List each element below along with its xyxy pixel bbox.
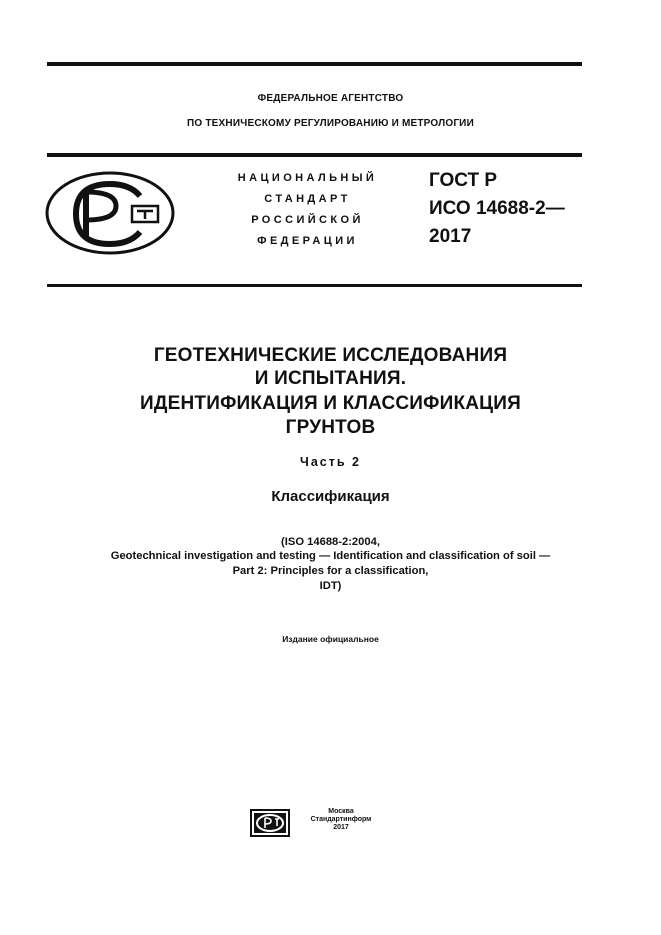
title-line-4: ГРУНТОВ (285, 417, 376, 438)
subtitle: Классификация (271, 488, 390, 505)
gost-code-line-3: 2017 (429, 226, 472, 247)
rst-mark-icon (44, 170, 176, 256)
title-line-3: ИДЕНТИФИКАЦИЯ И КЛАССИФИКАЦИЯ (140, 393, 521, 414)
standard-label-line-4: ФЕДЕРАЦИИ (257, 235, 358, 247)
publisher-name: Стандартинформ (310, 816, 372, 823)
reference-line-3: Part 2: Principles for a classification, (232, 565, 429, 577)
header-rule (47, 153, 582, 157)
publisher-info (296, 808, 386, 832)
gost-code-line-1: ГОСТ Р (429, 170, 498, 191)
standard-label-line-2: СТАНДАРТ (264, 193, 351, 205)
title-line-2: И ИСПЫТАНИЯ. (254, 368, 407, 389)
standard-label-line-1: НАЦИОНАЛЬНЫЙ (237, 172, 378, 184)
reference-line-4: IDT) (319, 580, 342, 592)
top-rule (47, 62, 582, 66)
publisher-mark-icon (250, 809, 290, 837)
standard-label-line-3: РОССИЙСКОЙ (251, 214, 364, 226)
gost-code-line-2: ИСО 14688-2— (429, 198, 565, 219)
publisher-year: 2017 (333, 824, 349, 831)
agency-line-1: ФЕДЕРАЛЬНОЕ АГЕНТСТВО (257, 93, 404, 104)
title-line-1: ГЕОТЕХНИЧЕСКИЕ ИССЛЕДОВАНИЯ (153, 345, 508, 366)
publisher-city: Москва (328, 808, 354, 815)
agency-line-2: ПО ТЕХНИЧЕСКОМУ РЕГУЛИРОВАНИЮ И МЕТРОЛОГИИ (187, 118, 474, 129)
part-label: Часть 2 (300, 455, 361, 469)
edition-label: Издание официальное (282, 634, 379, 644)
reference-line-1: (ISO 14688-2:2004, (281, 536, 380, 548)
standard-block-rule (47, 284, 582, 287)
reference-line-2: Geotechnical investigation and testing — Identification and classification of soil — (110, 550, 551, 562)
